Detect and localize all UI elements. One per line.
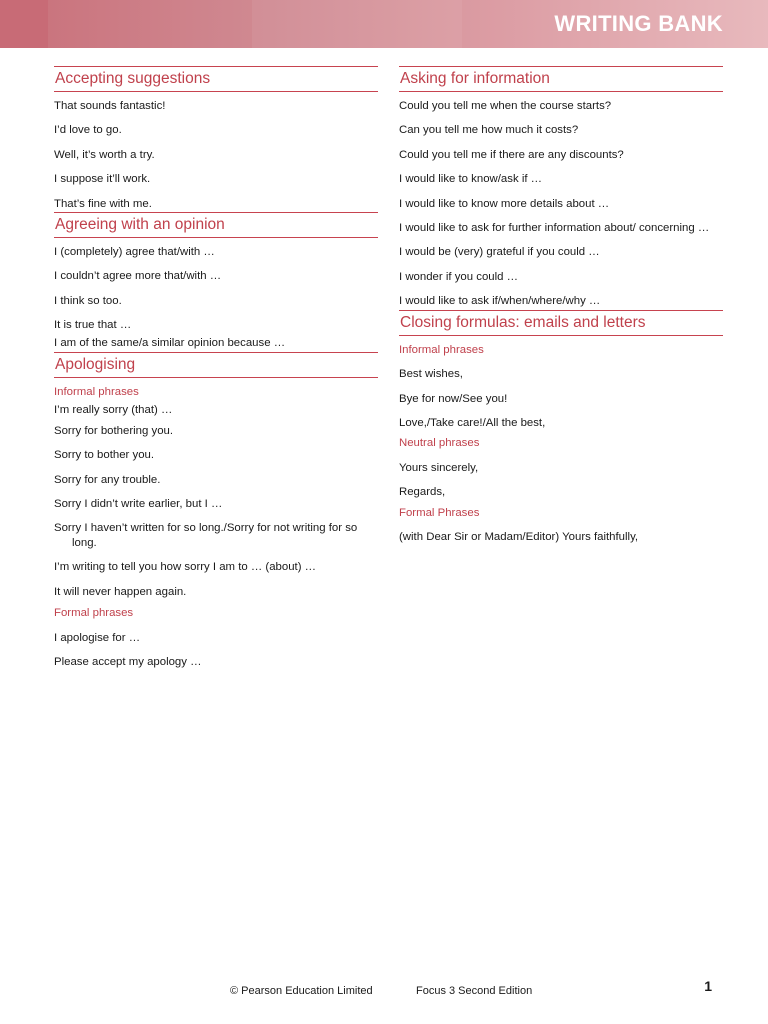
phrase: Can you tell me how much it costs? (399, 124, 579, 137)
section-title: Agreeing with an opinion (54, 212, 378, 238)
phrase: I couldn’t agree more that/with … (54, 270, 222, 283)
phrase: Yours sincerely, (399, 461, 479, 474)
section-agreeing-opinion (54, 212, 378, 351)
phrase: I’m really sorry (that) … (54, 404, 173, 417)
phrase: I suppose it’ll work. (54, 173, 151, 186)
phrase: Sorry for any trouble. (54, 473, 161, 486)
section-title: Closing formulas: emails and letters (399, 310, 723, 336)
right-column (399, 66, 723, 555)
phrase: Sorry I didn’t write earlier, but I … (54, 497, 223, 510)
page-number: 1 (704, 978, 712, 994)
header-band (252, 0, 462, 48)
page-header-title: WRITING BANK (554, 11, 723, 36)
phrase: I am of the same/a similar opinion because … (54, 337, 286, 350)
phrase: Sorry I haven’t written for so long./Sorry for not writing for so long. (54, 522, 358, 549)
phrase: Could you tell me when the course starts? (399, 100, 612, 112)
phrase: Love,/Take care!/All the best, (399, 416, 546, 429)
phrase: It will never happen again. (54, 585, 187, 598)
phrase: That’s fine with me. (54, 197, 152, 210)
left-column (54, 66, 378, 679)
phrase: I’d love to go. (54, 124, 122, 137)
subheading-informal: Informal phrases (399, 343, 484, 356)
phrase: I think so too. (54, 294, 122, 307)
phrase: I would be (very) grateful if you could … (399, 246, 600, 259)
phrase: I would like to ask if/when/where/why … (399, 295, 601, 308)
phrase: I (completely) agree that/with … (54, 246, 215, 259)
subheading-informal: Informal phrases (54, 385, 139, 398)
section-accepting-suggestions (54, 66, 378, 211)
section-title: Asking for information (399, 66, 723, 92)
phrase: Bye for now/See you! (399, 392, 508, 405)
phrase: Regards, (399, 486, 446, 499)
header-bar (0, 0, 768, 48)
phrase: Well, it’s worth a try. (54, 148, 155, 161)
phrase: That sounds fantastic! (54, 100, 166, 112)
phrase: It is true that … (54, 319, 132, 332)
section-apologising (54, 352, 378, 670)
phrase: Best wishes, (399, 368, 463, 381)
section-asking-information (399, 66, 723, 309)
phrase: I apologise for … (54, 631, 141, 644)
phrase: I’m writing to tell you how sorry I am to … (about) … (54, 561, 317, 574)
phrase: Sorry for bothering you. (54, 424, 174, 437)
footer-book-title: Focus 3 Second Edition (416, 985, 533, 997)
phrase: Sorry to bother you. (54, 449, 155, 462)
section-title: Accepting suggestions (54, 66, 378, 92)
phrase: I would like to know/ask if … (399, 173, 543, 186)
phrase: Please accept my apology … (54, 655, 202, 668)
section-title: Apologising (54, 352, 378, 378)
subheading-formal: Formal phrases (54, 607, 134, 620)
subheading-formal: Formal Phrases (399, 506, 480, 519)
phrase: I would like to ask for further information about/ concerning … (399, 221, 710, 234)
phrase: (with Dear Sir or Madam/Editor) Yours faithfully, (399, 531, 639, 544)
phrase: I would like to know more details about … (399, 197, 610, 210)
header-accent-block (0, 0, 48, 48)
section-closing-formulas (399, 310, 723, 545)
footer-copyright: © Pearson Education Limited (230, 985, 373, 997)
subheading-neutral: Neutral phrases (399, 437, 480, 450)
phrase: Could you tell me if there are any discounts? (399, 148, 624, 161)
phrase: I wonder if you could … (399, 270, 519, 283)
